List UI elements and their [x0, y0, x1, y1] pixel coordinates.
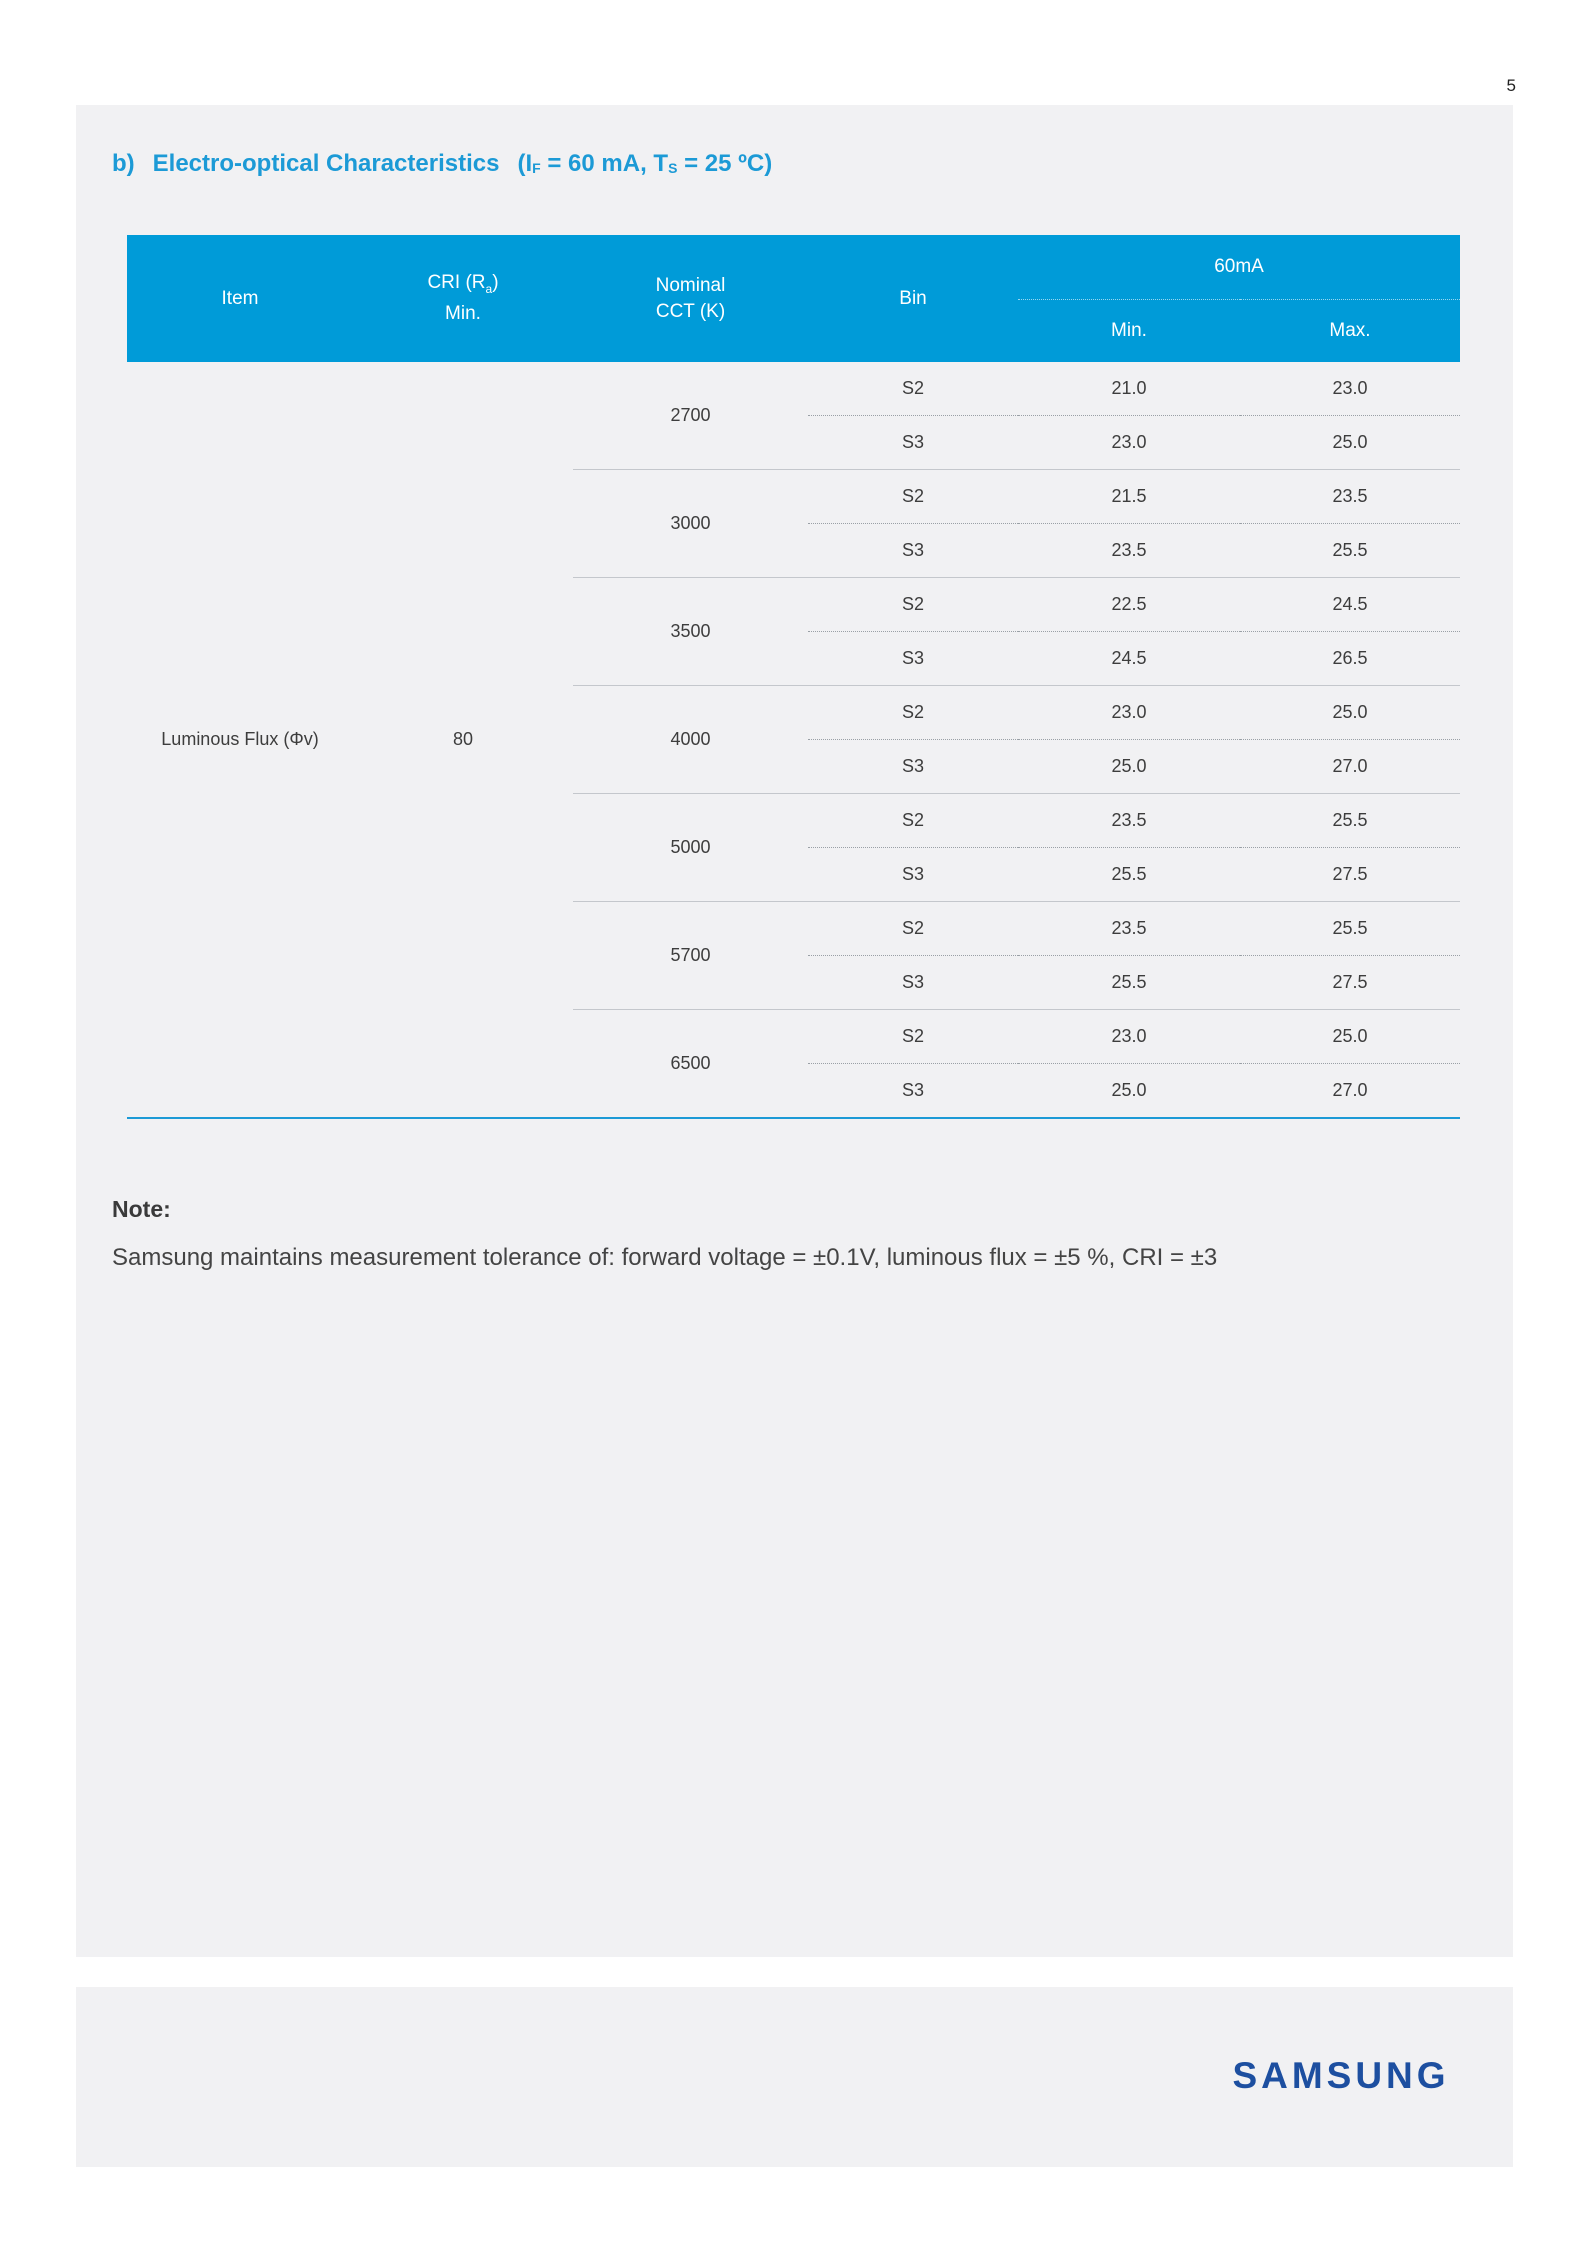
min-cell: 25.5 — [1018, 956, 1240, 1010]
header-cri-min: Min. — [445, 303, 481, 325]
header-bin: Bin — [808, 235, 1018, 362]
note-title: Note: — [112, 1196, 171, 1222]
max-cell: 27.0 — [1240, 1064, 1460, 1119]
cri-cell: 80 — [353, 362, 573, 1118]
bin-cell: S3 — [808, 632, 1018, 686]
bin-cell: S2 — [808, 1010, 1018, 1064]
min-cell: 23.0 — [1018, 416, 1240, 470]
bin-cell: S3 — [808, 848, 1018, 902]
condition-subscript-s: S — [668, 160, 678, 176]
note-text: Samsung maintains measurement tolerance of: forward voltage = ±0.1V, luminous flux = ±5 %, CRI = ±3 — [112, 1244, 1218, 1271]
condition-subscript-f: F — [532, 160, 541, 176]
max-cell: 27.0 — [1240, 740, 1460, 794]
header-cri-close: ) — [492, 271, 499, 293]
section-prefix: b) — [112, 150, 135, 177]
electro-optical-table — [127, 235, 1460, 1119]
max-cell: 23.0 — [1240, 362, 1460, 416]
bin-cell: S2 — [808, 902, 1018, 956]
min-cell: 23.0 — [1018, 686, 1240, 740]
max-cell: 27.5 — [1240, 848, 1460, 902]
min-cell: 25.0 — [1018, 740, 1240, 794]
table-body — [127, 362, 1460, 1118]
section-title-text: Electro-optical Characteristics — [152, 150, 500, 177]
max-cell: 27.5 — [1240, 956, 1460, 1010]
header-cri-subscript: a — [485, 281, 493, 296]
cct-cell: 5700 — [573, 902, 808, 1010]
header-max: Max. — [1240, 300, 1460, 363]
item-cell: Luminous Flux (Φv) — [127, 362, 353, 1118]
min-cell: 21.5 — [1018, 470, 1240, 524]
min-cell: 24.5 — [1018, 632, 1240, 686]
condition-mid: = 60 mA, T — [540, 150, 669, 177]
condition-close: = 25 ºC) — [677, 150, 773, 177]
samsung-logo — [1225, 2055, 1457, 2095]
header-item: Item — [127, 235, 353, 362]
section-title — [112, 150, 772, 178]
max-cell: 26.5 — [1240, 632, 1460, 686]
max-cell: 25.0 — [1240, 1010, 1460, 1064]
cct-cell: 6500 — [573, 1010, 808, 1119]
header-cct-nominal: Nominal — [655, 274, 726, 296]
bin-cell: S3 — [808, 524, 1018, 578]
min-cell: 25.0 — [1018, 1064, 1240, 1119]
min-cell: 25.5 — [1018, 848, 1240, 902]
min-cell: 23.5 — [1018, 524, 1240, 578]
bin-cell: S2 — [808, 470, 1018, 524]
header-cri — [353, 235, 573, 362]
min-cell: 21.0 — [1018, 362, 1240, 416]
cct-cell: 3000 — [573, 470, 808, 578]
cct-cell: 4000 — [573, 686, 808, 794]
samsung-logo-text: SAMSUNG — [1232, 2055, 1450, 2095]
max-cell: 25.5 — [1240, 902, 1460, 956]
cct-cell: 5000 — [573, 794, 808, 902]
header-min: Min. — [1018, 300, 1240, 363]
bin-cell: S3 — [808, 1064, 1018, 1119]
header-current: 60mA — [1018, 235, 1460, 300]
header-cct — [573, 235, 808, 362]
max-cell: 25.0 — [1240, 416, 1460, 470]
header-cct-unit: CCT (K) — [655, 300, 726, 322]
bin-cell: S3 — [808, 416, 1018, 470]
cct-cell: 3500 — [573, 578, 808, 686]
bin-cell: S2 — [808, 578, 1018, 632]
condition-open: (I — [517, 150, 533, 177]
cct-cell: 2700 — [573, 362, 808, 470]
max-cell: 25.5 — [1240, 524, 1460, 578]
bin-cell: S2 — [808, 686, 1018, 740]
bin-cell: S3 — [808, 740, 1018, 794]
bin-cell: S2 — [808, 362, 1018, 416]
min-cell: 22.5 — [1018, 578, 1240, 632]
table-row — [127, 362, 1460, 416]
min-cell: 23.5 — [1018, 794, 1240, 848]
header-cri-label: CRI (R — [427, 271, 486, 293]
page-number: 5 — [1506, 76, 1516, 95]
bin-cell: S2 — [808, 794, 1018, 848]
max-cell: 25.0 — [1240, 686, 1460, 740]
max-cell: 24.5 — [1240, 578, 1460, 632]
max-cell: 23.5 — [1240, 470, 1460, 524]
bin-cell: S3 — [808, 956, 1018, 1010]
max-cell: 25.5 — [1240, 794, 1460, 848]
min-cell: 23.5 — [1018, 902, 1240, 956]
min-cell: 23.0 — [1018, 1010, 1240, 1064]
